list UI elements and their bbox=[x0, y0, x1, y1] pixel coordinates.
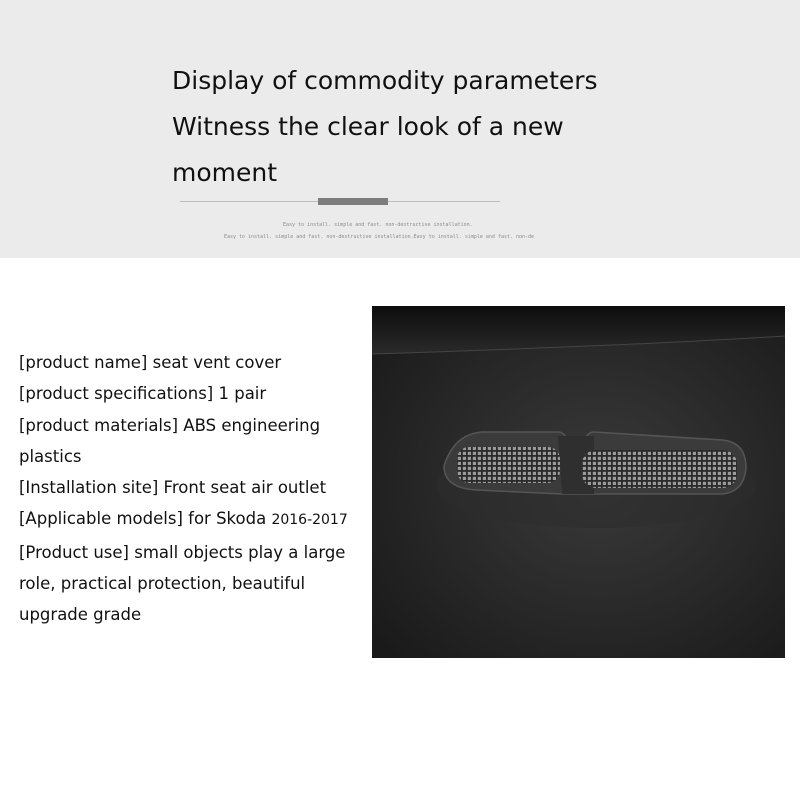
spec-applicable-models bbox=[19, 503, 379, 536]
spec-installation-site: [Installation site] Front seat air outlet bbox=[19, 478, 327, 498]
spec-specifications: [product specifications] 1 pair bbox=[19, 384, 267, 404]
spec-models-years: 2016-2017 bbox=[271, 512, 348, 529]
banner-subtitle: Witness the clear look of a new moment bbox=[172, 112, 564, 187]
spec-product-name: [product name] seat vent cover bbox=[19, 353, 282, 372]
header-banner bbox=[0, 0, 800, 258]
banner-tagline: Easy to install. simple and fast. non-destructive installation. bbox=[283, 222, 473, 228]
spec-models-label: [Applicable models] for Skoda bbox=[19, 509, 267, 529]
spec-product-use: [Product use] small objects play a large role, practical protection, beautiful upgrade grade bbox=[19, 542, 346, 625]
banner-title: Display of commodity parameters bbox=[172, 66, 598, 95]
product-photo bbox=[372, 306, 785, 658]
spec-materials: [product materials] ABS engineering plastics bbox=[19, 415, 321, 466]
vent-cover-illustration bbox=[372, 306, 785, 658]
spec-list bbox=[19, 347, 379, 631]
banner-tagline-repeat: Easy to install. simple and fast. non-destructive installation.Easy to install. simple and fast. non-de bbox=[224, 234, 535, 240]
divider-accent bbox=[318, 198, 388, 205]
